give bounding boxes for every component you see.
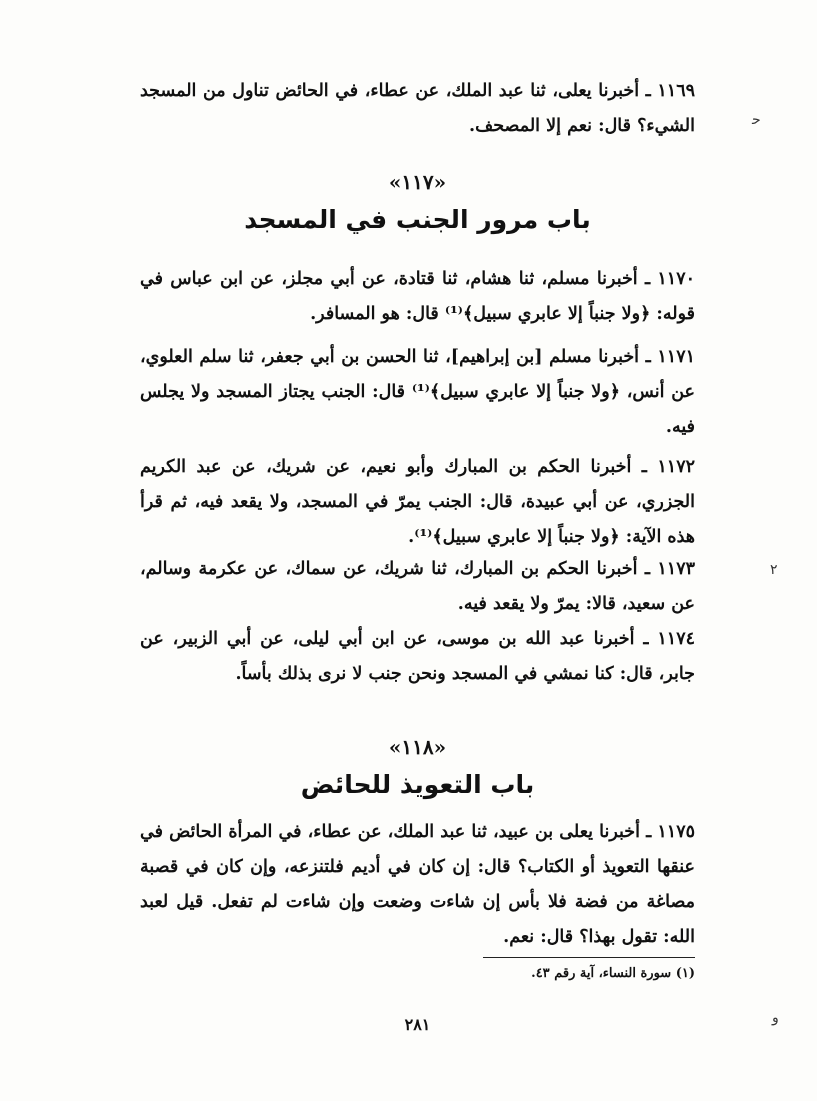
paragraph-1173: ١١٧٣ ـ أخبرنا الحكم بن المبارك، ثنا شريك، عن سماك، عن عكرمة وسالم، عن سعيد، قالا: يمرّ ولا يقعد فيه. <box>140 559 695 614</box>
paragraph-1171: ١١٧١ ـ أخبرنا مسلم [بن إبراهيم]، ثنا الحسن بن أبي جعفر، ثنا سلم العلوي، عن أنس، ﴿ولا جنباً إلا عابري سبيل﴾⁽¹⁾ قال: الجنب يجتاز المسجد ولا يجلس فيه. <box>140 347 695 437</box>
footnote: (١) سورة النساء، آية رقم ٤٣. <box>531 966 695 981</box>
chapter-118-number: «١١٨» <box>388 735 447 759</box>
margin-mark-bottom: و <box>772 1010 779 1026</box>
margin-mark-top: ﺣ <box>752 112 761 128</box>
chapter-117-title: باب مرور الجنب في المسجد <box>244 205 591 234</box>
paragraph-1172: ١١٧٢ ـ أخبرنا الحكم بن المبارك وأبو نعيم، عن شريك، عن عبد الكريم الجزري، عن أبي عبيدة، قال: الجنب يمرّ في المسجد، ولا يقعد فيه، ثم قرأ هذه الآية: ﴿ولا جنباً إلا عابري سبيل﴾⁽¹⁾. <box>140 457 695 547</box>
page-number: ٢٨١ <box>404 1015 431 1034</box>
chapter-118-title: باب التعويذ للحائض <box>300 770 535 799</box>
paragraph-1170: ١١٧٠ ـ أخبرنا مسلم، ثنا هشام، ثنا قتادة، عن أبي مجلز، عن ابن عباس في قوله: ﴿ولا جنباً إلا عابري سبيل﴾⁽¹⁾ قال: هو المسافر. <box>140 269 695 324</box>
paragraph-1174: ١١٧٤ ـ أخبرنا عبد الله بن موسى، عن ابن أبي ليلى، عن أبي الزبير، عن جابر، قال: كنا نمشي في المسجد ونحن جنب لا نرى بذلك بأساً. <box>140 629 695 684</box>
margin-mark-middle: ٢ <box>770 562 778 578</box>
paragraph-1169: ١١٦٩ ـ أخبرنا يعلى، ثنا عبد الملك، عن عطاء، في الحائض تناول من المسجد الشيء؟ قال: نعم إلا المصحف. <box>140 81 695 136</box>
footnote-divider <box>483 957 695 958</box>
paragraph-1175: ١١٧٥ ـ أخبرنا يعلى بن عبيد، ثنا عبد الملك، عن عطاء، في المرأة الحائض في عنقها التعويذ أو الكتاب؟ قال: إن كان في أديم فلتنزعه، وإن كان في قصبة مصاغة من فضة فلا بأس إن شاءت وضعت وإن شاءت لم تفعل. قيل لعبد الله: تقول بهذا؟ قال: نعم. <box>140 822 695 947</box>
chapter-117-number: «١١٧» <box>388 170 447 194</box>
